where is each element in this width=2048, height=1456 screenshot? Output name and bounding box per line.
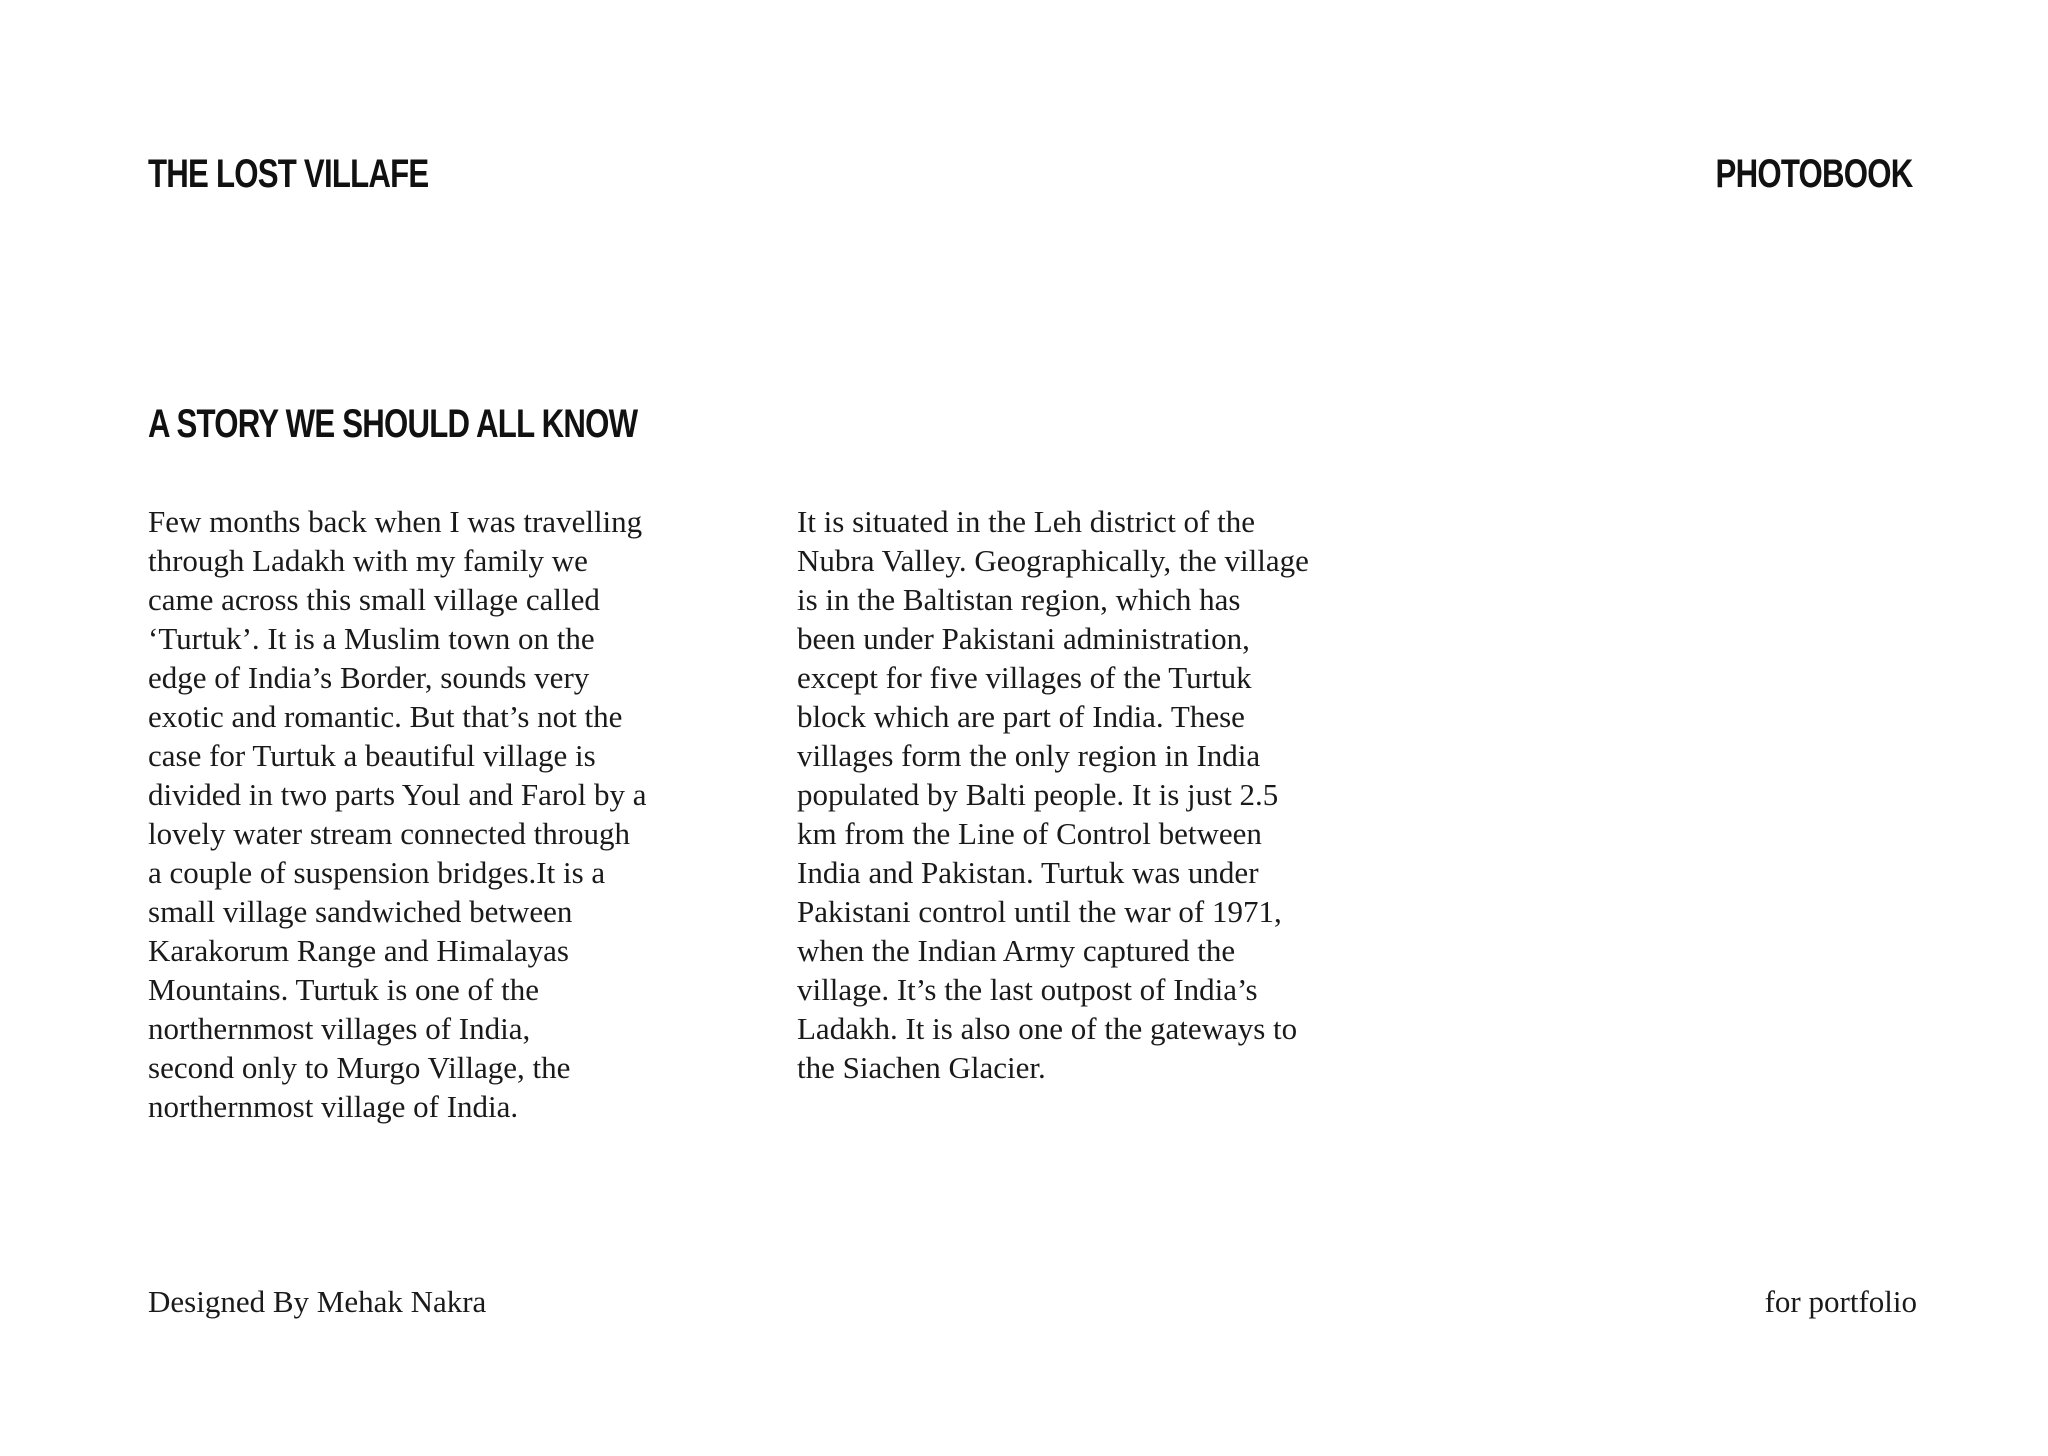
page-title: THE LOST VILLAFE xyxy=(148,152,429,196)
purpose-note: for portfolio xyxy=(1764,1284,1917,1319)
designer-credit: Designed By Mehak Nakra xyxy=(148,1284,487,1319)
section-label: PHOTOBOOK xyxy=(1716,152,1913,196)
story-column-right: It is situated in the Leh district of the Nubra Valley. Geographically, the village is in the Baltistan region, which has been under Pakistani administration, except for five villages of the Turtuk block which are part of India. These villages form the only region in India populated by Balti people. It is just 2.5 km from the Line of Control between India and Pakistan. Turtuk was under Pakistani control until the war of 1971, when the Indian Army captured the village. It’s the last outpost of India’s Ladakh. It is also one of the gateways to the Siachen Glacier. xyxy=(797,504,1309,1085)
story-column-left: Few months back when I was travelling through Ladakh with my family we came across this small village called ‘Turtuk’. It is a Muslim town on the edge of India’s Border, sounds very exotic and romantic. But that’s not the case for Turtuk a beautiful village is divided in two parts Youl and Farol by a lovely water stream connected through a couple of suspension bridges.It is a small village sandwiched between Karakorum Range and Himalayas Mountains. Turtuk is one of the northernmost villages of India, second only to Murgo Village, the northernmost village of India. xyxy=(148,504,647,1124)
story-heading: A STORY WE SHOULD ALL KNOW xyxy=(148,402,638,446)
